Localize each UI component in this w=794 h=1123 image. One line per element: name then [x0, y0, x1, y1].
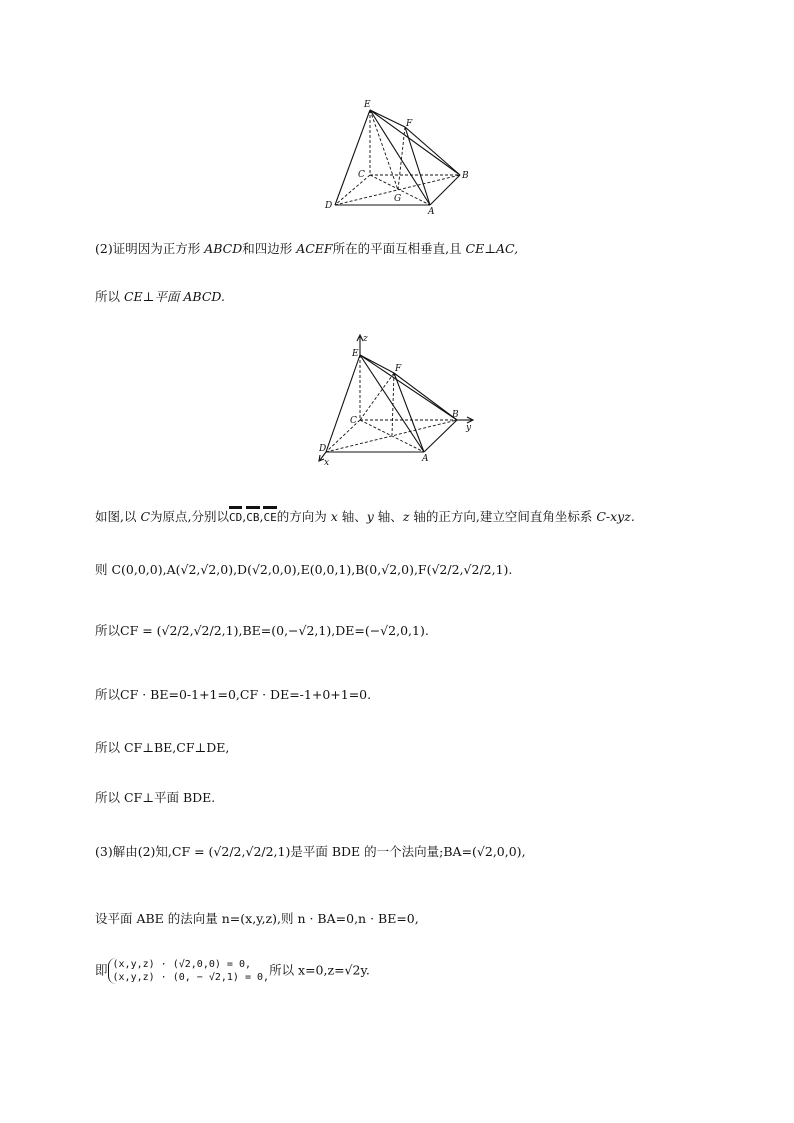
text: 轴、: [337, 509, 367, 524]
text: 的方向为: [276, 509, 331, 524]
label-G: G: [394, 194, 402, 204]
text: ABCD: [204, 241, 243, 256]
label-C: C: [358, 170, 365, 180]
label-z: z: [363, 334, 368, 344]
figure-pyramid-2-axes: [312, 330, 482, 470]
text: y: [366, 509, 374, 524]
label-F: F: [406, 119, 413, 129]
text: 所在的平面互相垂直,且: [332, 241, 466, 256]
text: ACEF: [296, 241, 333, 256]
text: 所以: [95, 289, 124, 304]
text-line-vectors: 所以CF = (√2/2,√2/2,1),BE=(0,−√2,1),DE=(−√2,0,1).: [95, 623, 429, 638]
text-line-part2-intro: [95, 243, 518, 256]
label-A: A: [422, 454, 429, 464]
text-line-perp1: 所以 CF⊥BE,CF⊥DE,: [95, 740, 230, 755]
text-line-ce-perp: [95, 291, 225, 304]
text: 如图,以: [95, 509, 141, 524]
text-line-dot-products: 所以CF · BE=0-1+1=0,CF · DE=-1+0+1=0.: [95, 687, 372, 702]
text: x: [330, 509, 338, 524]
text: z: [402, 509, 410, 524]
text-line-part3-setup: 设平面 ABE 的法向量 n=(x,y,z),则 n · BA=0,n · BE=0,: [95, 911, 419, 926]
text-line-system: [95, 958, 370, 984]
label-A: A: [428, 207, 435, 217]
label-B: B: [462, 171, 469, 181]
text-line-perp2: 所以 CF⊥平面 BDE.: [95, 790, 216, 805]
label-D: D: [319, 444, 327, 454]
text-line-part3-normal: (3)解由(2)知,CF = (√2/2,√2/2,1)是平面 BDE 的一个法向量;BA=(√2,0,0),: [95, 844, 526, 859]
text: 即: [95, 962, 108, 978]
text: CE⊥平面: [123, 289, 184, 304]
label-x: x: [324, 458, 330, 468]
text: 为原点,分别以: [150, 509, 230, 524]
text: C-xyz.: [596, 509, 635, 524]
equation-2: (x,y,z) · (0, − √2,1) = 0,: [112, 972, 270, 983]
text: C: [140, 509, 151, 524]
text: 轴、: [373, 509, 403, 524]
text: 和四边形: [242, 241, 297, 256]
vector-CD: CD: [229, 506, 242, 523]
label-y: y: [466, 423, 472, 433]
text-line-coordinate-system: 如图,以 C为原点,分别以CD,CB,CE的方向为 x 轴、y 轴、z 轴的正方向,建立空间直角坐标系 C-xyz.: [95, 506, 635, 524]
label-E: E: [352, 349, 359, 359]
text: ABCD.: [183, 289, 225, 304]
text: 轴的正方向,建立空间直角坐标系: [409, 509, 597, 524]
label-C: C: [350, 416, 357, 426]
label-F: F: [395, 364, 402, 374]
equation-1: (x,y,z) · (√2,0,0) = 0,: [112, 959, 251, 970]
text: (2)证明因为正方形: [95, 241, 205, 256]
figure-pyramid-1: [320, 95, 480, 220]
text-line-points: 则 C(0,0,0),A(√2,√2,0),D(√2,0,0),E(0,0,1),B(0,√2,0),F(√2/2,√2/2,1).: [95, 562, 513, 577]
label-B: B: [452, 410, 459, 420]
label-D: D: [325, 201, 333, 211]
label-E: E: [364, 100, 371, 110]
vector-CE: CE: [263, 506, 276, 523]
equation-system: [108, 958, 270, 984]
text: 所以 x=0,z=√2y.: [269, 962, 370, 978]
vector-CB: CB: [246, 506, 259, 523]
text: CE⊥AC,: [465, 241, 519, 256]
